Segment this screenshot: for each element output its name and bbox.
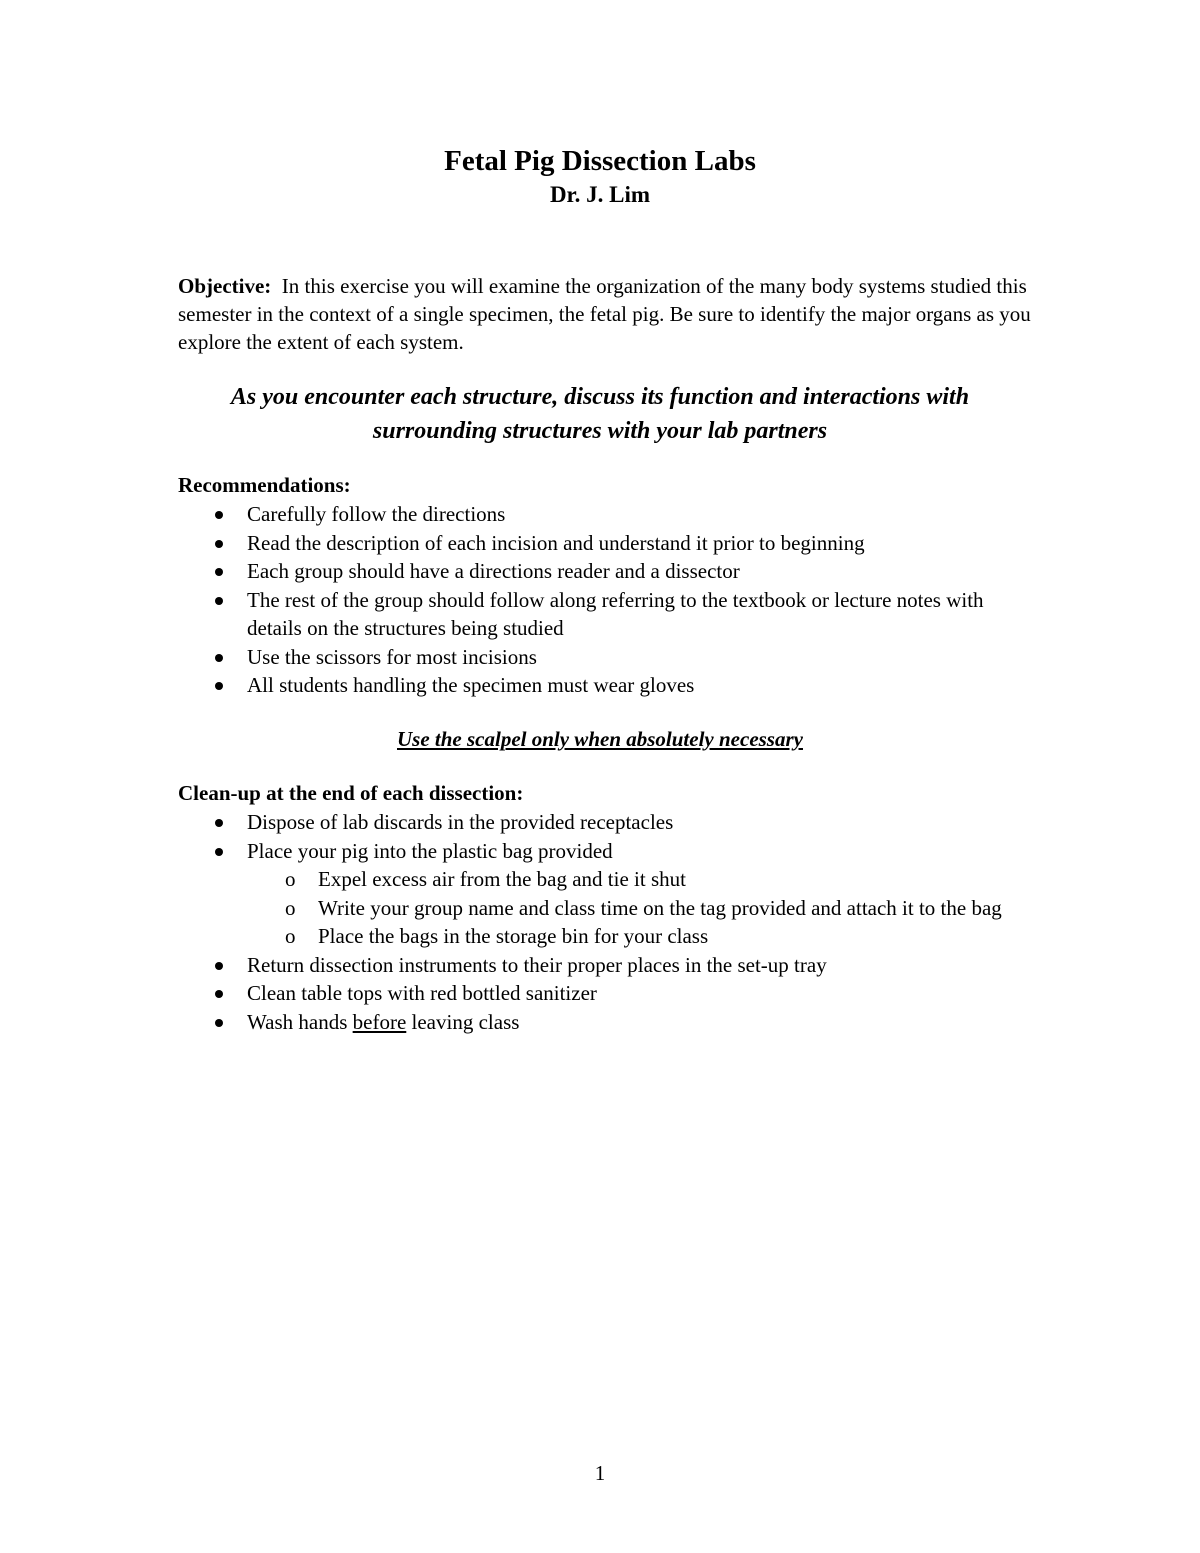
recommendations-list bbox=[178, 500, 1038, 700]
list-item: All students handling the specimen must wear gloves bbox=[178, 671, 1038, 700]
list-item: Return dissection instruments to their proper places in the set-up tray bbox=[178, 951, 1038, 980]
bullet-icon bbox=[215, 654, 223, 662]
list-item: Place your pig into the plastic bag provided o Expel excess air from the bag and tie it shut o Write your group name and class time on the tag provided and attach it to the bag o Place the bags in the storage bin for your class bbox=[178, 837, 1038, 951]
bullet-icon bbox=[215, 511, 223, 519]
bullet-icon bbox=[215, 1019, 223, 1027]
scalpel-warning: Use the scalpel only when absolutely necessary bbox=[397, 727, 803, 751]
bullet-icon bbox=[215, 682, 223, 690]
list-item: Dispose of lab discards in the provided receptacles bbox=[178, 808, 1038, 837]
sub-bullet-icon: o bbox=[285, 867, 296, 891]
list-item: The rest of the group should follow along referring to the textbook or lecture notes with details on the structures being studied bbox=[178, 586, 1038, 643]
list-item: Carefully follow the directions bbox=[178, 500, 1038, 529]
document-author: Dr. J. Lim bbox=[549, 182, 651, 207]
bullet-icon bbox=[215, 819, 223, 827]
bullet-icon bbox=[215, 848, 223, 856]
cleanup-heading: Clean-up at the end of each dissection: bbox=[178, 781, 524, 805]
list-item: Clean table tops with red bottled sanitizer bbox=[178, 979, 1038, 1008]
document-title: Fetal Pig Dissection Labs bbox=[444, 145, 756, 177]
objective-text: In this exercise you will examine the organization of the many body systems studied this semester in the context of a single specimen, the fetal pig. Be sure to identify the major organs as you explore the extent of each system. bbox=[178, 274, 1031, 354]
sub-bullet-icon: o bbox=[285, 924, 296, 948]
bullet-icon bbox=[215, 597, 223, 605]
sub-list-item: o Place the bags in the storage bin for your class bbox=[247, 922, 1038, 951]
underlined-word: before bbox=[352, 1009, 407, 1034]
list-item: Read the description of each incision and understand it prior to beginning bbox=[178, 529, 1038, 558]
list-item: Wash hands before leaving class bbox=[178, 1008, 1038, 1037]
bullet-icon bbox=[215, 540, 223, 548]
objective-label: Objective: bbox=[178, 274, 272, 298]
recommendations-heading: Recommendations: bbox=[178, 473, 351, 497]
list-item: Use the scissors for most incisions bbox=[178, 643, 1038, 672]
bullet-icon bbox=[215, 568, 223, 576]
emphasis-line-1: As you encounter each structure, discuss its function and interactions with bbox=[230, 384, 970, 410]
page-number: 1 bbox=[594, 1461, 606, 1485]
sub-list-item: o Expel excess air from the bag and tie it shut bbox=[247, 865, 1038, 894]
list-item: Each group should have a directions reader and a dissector bbox=[178, 557, 1038, 586]
bagging-sub-list bbox=[247, 865, 1038, 951]
discussion-emphasis bbox=[150, 380, 1050, 448]
sub-list-item: o Write your group name and class time on the tag provided and attach it to the bag bbox=[247, 894, 1038, 923]
cleanup-list bbox=[178, 808, 1038, 1036]
emphasis-line-2: surrounding structures with your lab partners bbox=[372, 418, 828, 444]
sub-bullet-icon: o bbox=[285, 895, 296, 920]
objective-paragraph bbox=[178, 272, 1038, 356]
bullet-icon bbox=[215, 990, 223, 998]
bullet-icon bbox=[215, 962, 223, 970]
